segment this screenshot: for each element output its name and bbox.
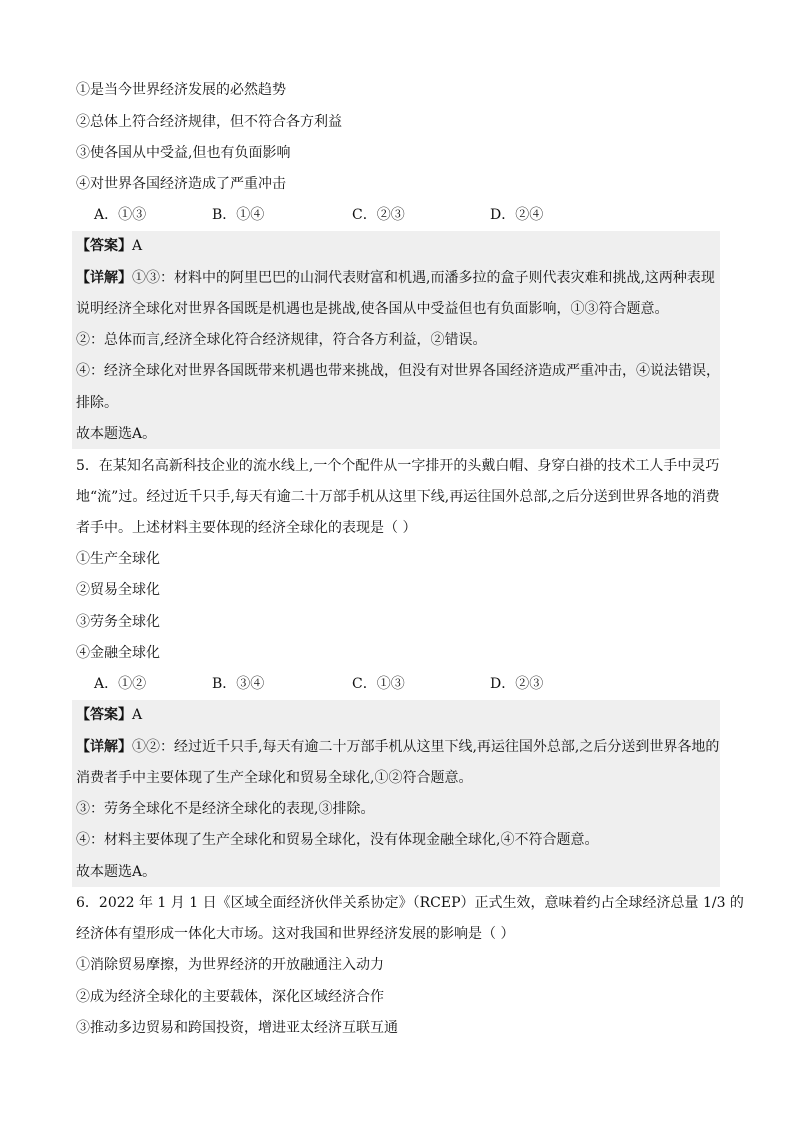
detail-line [76,268,734,288]
detail-line: 说明经济全球化对世界各国既是机遇也是挑战,使各国从中受益但也有负面影响，①③符合题意。 [76,301,669,317]
answer-value: A [132,707,143,723]
statement-2: ②总体上符合经济规律，但不符合各方利益 [76,114,342,130]
option-b: B．③④ [212,676,265,692]
option-a: A．①② [94,676,147,692]
detail-line: ③：劳务全球化不是经济全球化的表现,③排除。 [76,801,375,817]
detail-line: 故本题选A。 [76,426,157,442]
detail-line: 排除。 [76,395,118,411]
statement-4: ④对世界各国经济造成了严重冲击 [76,176,286,192]
detail-line: ④：材料主要体现了生产全球化和贸易全球化，没有体现金融全球化,④不符合题意。 [76,832,599,848]
detail-line: 消费者手中主要体现了生产全球化和贸易全球化,①②符合题意。 [76,770,473,786]
statement-1: ①消除贸易摩擦，为世界经济的开放融通注入动力 [76,957,384,973]
detail-label: 【详解】 [76,739,132,755]
option-a: A．①③ [94,207,147,223]
question-stem: 者手中。上述材料主要体现的经济全球化的表现是（ ） [76,520,417,536]
statement-4: ④金融全球化 [76,645,160,661]
answer-block [72,700,720,887]
option-c: C．②③ [352,207,405,223]
detail-text: ①③：材料中的阿里巴巴的山洞代表财富和机遇,而潘多拉的盒子则代表灾难和挑战,这两种表现 [132,270,715,286]
statement-1: ①是当今世界经济发展的必然趋势 [76,82,286,98]
detail-label: 【详解】 [76,270,132,286]
question-stem: 经济体有望形成一体化大市场。这对我国和世界经济发展的影响是（ ） [76,926,515,942]
statement-3: ③劳务全球化 [76,614,160,630]
answer-line [76,236,734,256]
detail-line: ④：经济全球化对世界各国既带来机遇也带来挑战，但没有对世界各国经济造成严重冲击，④说法错误， [76,363,720,379]
statement-3: ③推动多边贸易和跨国投资，增进亚太经济互联互通 [76,1020,398,1036]
answer-label: 【答案】 [76,707,132,723]
answer-label: 【答案】 [76,238,132,254]
answer-line [76,705,734,725]
statement-2: ②成为经济全球化的主要载体，深化区域经济合作 [76,989,384,1005]
options-row [94,674,714,694]
question-stem: 地“流”过。经过近千只手,每天有逾二十万部手机从这里下线,再运往国外总部,之后分送到世界各地的消费 [76,489,720,505]
detail-line: ②：总体而言,经济全球化符合经济规律，符合各方利益，②错误。 [76,332,487,348]
option-d: D．②③ [490,676,544,692]
detail-text: ①②：经过近千只手,每天有逾二十万部手机从这里下线,再运往国外总部,之后分送到世界各地的 [132,739,720,755]
option-c: C．①③ [352,676,405,692]
option-b: B．①④ [212,207,265,223]
statement-1: ①生产全球化 [76,551,160,567]
statement-2: ②贸易全球化 [76,582,160,598]
option-d: D．②④ [490,207,544,223]
statement-3: ③使各国从中受益,但也有负面影响 [76,145,291,161]
answer-value: A [132,238,143,254]
detail-line: 故本题选A。 [76,864,157,880]
detail-line [76,737,734,757]
options-row [94,205,714,225]
question-stem: 5．在某知名高新科技企业的流水线上,一个个配件从一字排开的头戴白帽、身穿白褂的技术工人手中灵巧 [76,458,720,474]
question-stem: 6．2022 年 1 月 1 日《区域全面经济伙伴关系协定》（RCEP）正式生效，意味着约占全球经济总量 1/3 的 [76,895,744,911]
